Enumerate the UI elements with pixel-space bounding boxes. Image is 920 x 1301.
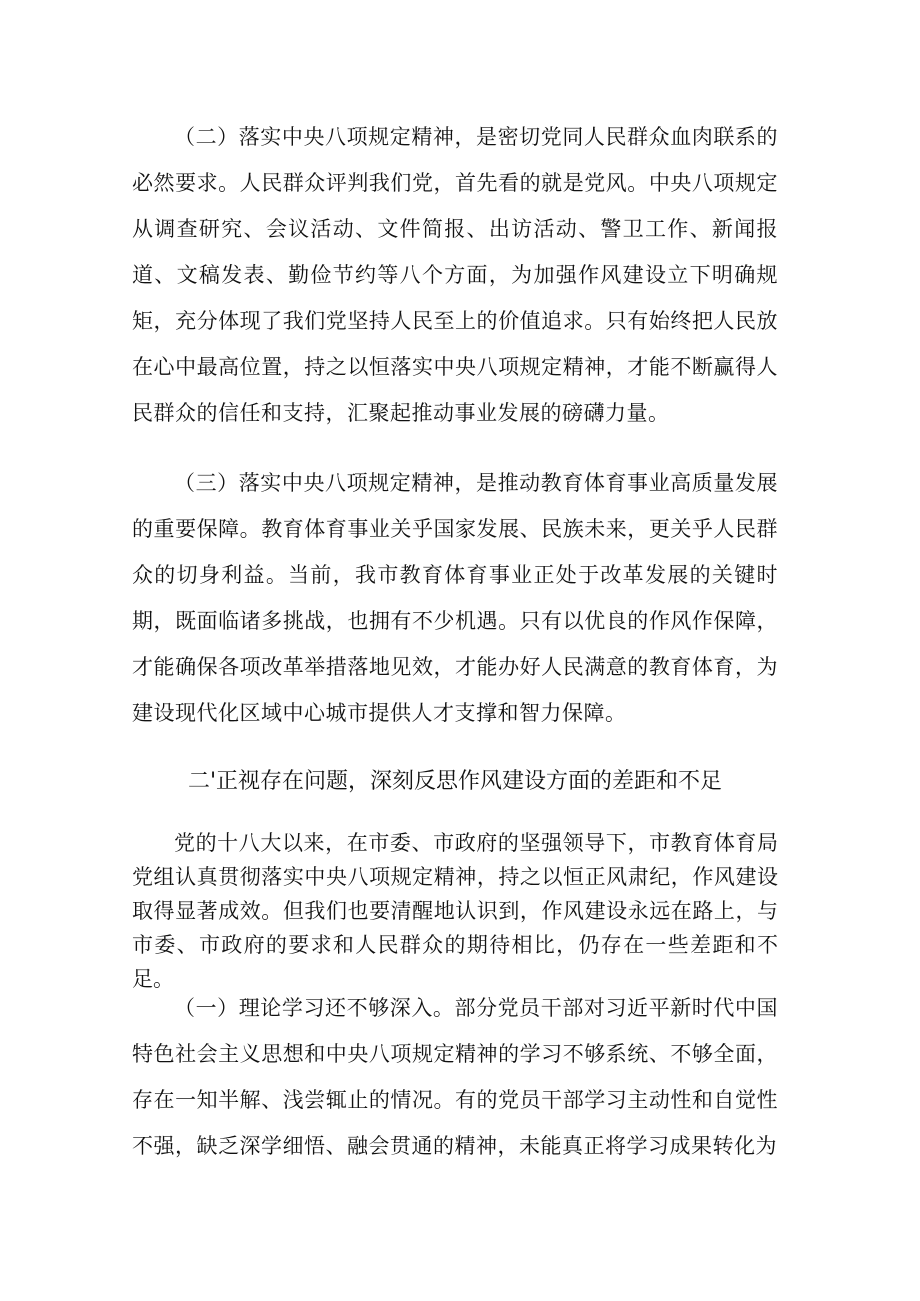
paragraph-three: （三）落实中央八项规定精神，是推动教育体育事业高质量发展的重要保障。教育体育事业关乎国家发展、民族未来，更关乎人民群众的切身利益。当前，我市教育体育事业正处于改革发展的关键时期，既面临诸多挑战，也拥有不少机遇。只有以优良的作风作保障，才能确保各项改革举措落地见效，才能办好人民满意的教育体育，为建设现代化区域中心城市提供人才支撑和智力保障。 xyxy=(132,471,778,725)
paragraph-two: （二）落实中央八项规定精神，是密切党同人民群众血肉联系的必然要求。人民群众评判我们党，首先看的就是党风。中央八项规定从调查研究、会议活动、文件简报、出访活动、警卫工作、新闻报道、文稿发表、勤俭节约等八个方面，为加强作风建设立下明确规矩，充分体现了我们党坚持人民至上的价值追求。只有始终把人民放在心中最高位置，持之以恒落实中央八项规定精神，才能不断赢得人民群众的信任和支持，汇聚起推动事业发展的磅礴力量。 xyxy=(132,125,778,425)
paragraph-theory-study: （一）理论学习还不够深入。部分党员干部对习近平新时代中国特色社会主义思想和中央八项规定精神的学习不够系统、不够全面，存在一知半解、浅尝辄止的情况。有的党员干部学习主动性和自觉性不强，缺乏深学细悟、融会贯通的精神，未能真正将学习成果转化为 xyxy=(132,996,778,1158)
section-heading: 二'正视存在问题，深刻反思作风建设方面的差距和不足 xyxy=(187,769,723,794)
section-intro-paragraph: 党的十八大以来，在市委、市政府的坚强领导下，市教育体育局党组认真贯彻落实中央八项规定精神，持之以恒正风肃纪，作风建设取得显著成效。但我们也要清醒地认识到，作风建设永远在路上，与市委、市政府的要求和人民群众的期待相比，仍存在一些差距和不足。 xyxy=(132,831,778,991)
